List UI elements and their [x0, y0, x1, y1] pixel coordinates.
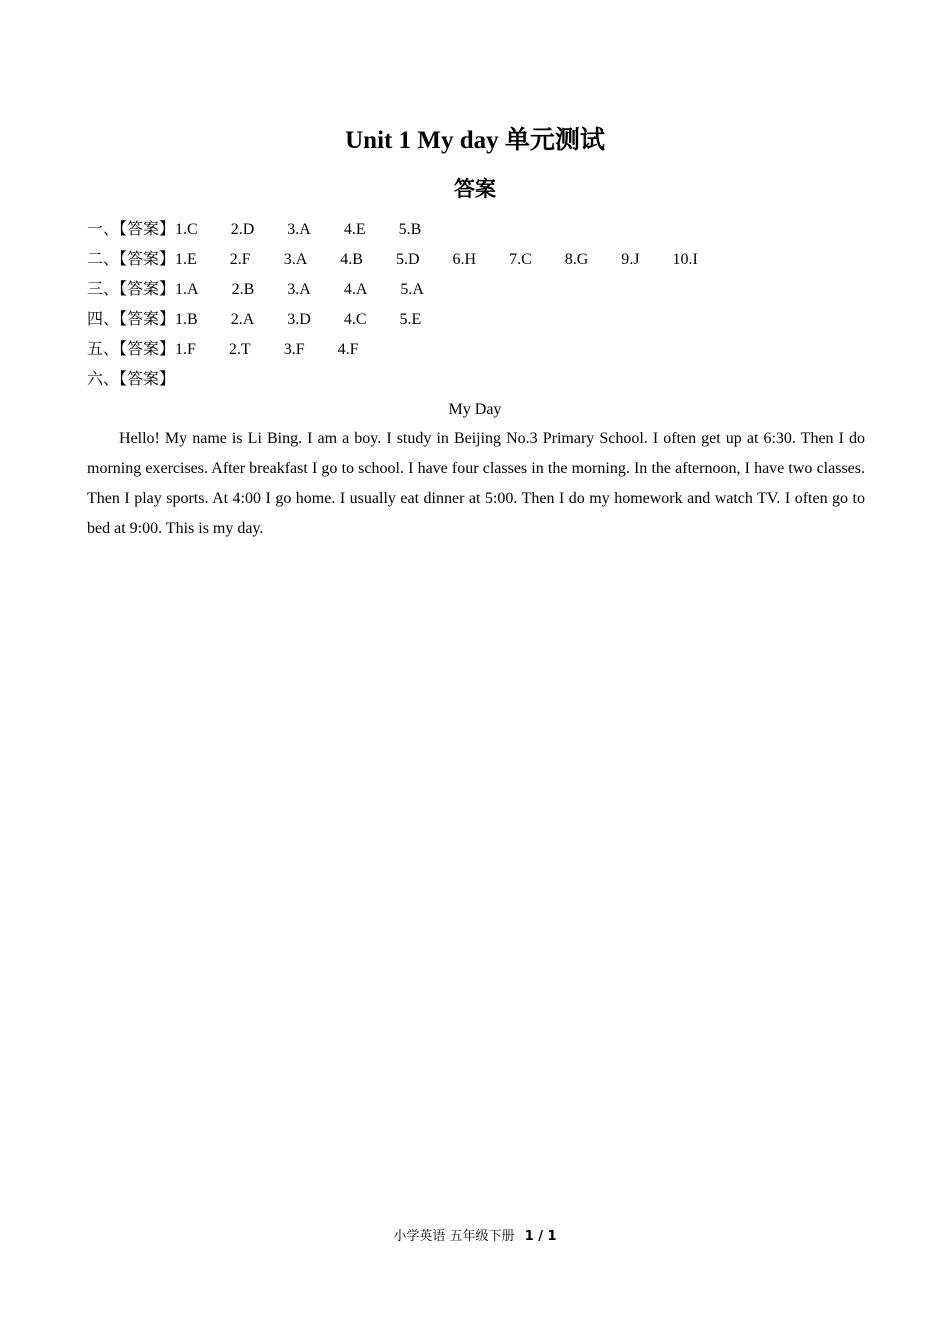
answer-item: 8.G — [564, 251, 589, 268]
answer-item: 3.A — [283, 251, 308, 268]
answer-item: 1.A — [175, 281, 199, 298]
answer-row — [87, 305, 887, 335]
answer-items — [175, 245, 731, 275]
answer-item: 2.T — [228, 341, 251, 358]
page-number: 1 / 1 — [524, 1229, 557, 1244]
answer-row-label: 四、【答案】 — [87, 311, 176, 328]
answer-items — [175, 335, 392, 365]
answer-item: 4.E — [343, 221, 366, 238]
answer-row-label: 二、【答案】 — [87, 251, 176, 268]
answer-item: 3.A — [287, 221, 311, 238]
answer-item: 1.B — [175, 311, 198, 328]
answer-item: 1.C — [175, 221, 198, 238]
answer-item: 5.D — [395, 251, 420, 268]
answer-item: 5.B — [398, 221, 422, 238]
answer-item: 4.B — [340, 251, 363, 268]
answer-item: 2.B — [231, 281, 255, 298]
answer-row — [87, 365, 887, 395]
answer-item: 5.E — [399, 311, 422, 328]
answer-row — [87, 215, 887, 245]
answer-item: 2.A — [230, 311, 255, 328]
answer-row-label: 五、【答案】 — [87, 341, 176, 358]
answer-item: 3.F — [283, 341, 305, 358]
page-subtitle: 答案 — [454, 177, 496, 201]
answer-row-label: 六、【答案】 — [87, 371, 176, 388]
answer-item: 3.A — [287, 281, 311, 298]
answer-item: 3.D — [287, 311, 311, 328]
answer-item: 4.C — [343, 311, 367, 328]
answer-item: 4.A — [343, 281, 368, 298]
answer-row-label: 三、【答案】 — [87, 281, 176, 298]
answer-item: 7.C — [509, 251, 532, 268]
answer-item: 2.F — [229, 251, 251, 268]
answer-items — [175, 275, 457, 305]
page-title: Unit 1 My day 单元测试 — [345, 127, 605, 154]
answer-list — [87, 215, 887, 395]
answer-item: 6.H — [452, 251, 477, 268]
essay-title: My Day — [448, 401, 502, 418]
answer-item: 1.F — [175, 341, 196, 358]
answer-row-label: 一、【答案】 — [87, 221, 176, 238]
essay-body: Hello! My name is Li Bing. I am a boy. I study in Beijing No.3 Primary School. I often get up at 6:30. Then I do morning exercises. After breakfast I go to school. I have four classes in the morning. In the afternoon, I have two classes. Then I play sports. At 4:00 I go home. I usually eat dinner at 5:00. Then I do my homework and watch TV. I often go to bed at 9:00. This is my day. — [87, 430, 865, 537]
answer-item: 2.D — [230, 221, 255, 238]
answer-item: 4.F — [337, 341, 359, 358]
footer-text: 小学英语 五年级下册 — [393, 1229, 515, 1244]
answer-item: 5.A — [400, 281, 424, 298]
answer-item: 10.I — [672, 251, 698, 268]
answer-items — [175, 305, 454, 335]
answer-item: 1.E — [175, 251, 197, 268]
answer-item: 9.J — [621, 251, 640, 268]
answer-row — [87, 245, 887, 275]
answer-row — [87, 275, 887, 305]
page-footer — [0, 1227, 950, 1247]
answer-row — [87, 335, 887, 365]
answer-items — [175, 215, 454, 245]
